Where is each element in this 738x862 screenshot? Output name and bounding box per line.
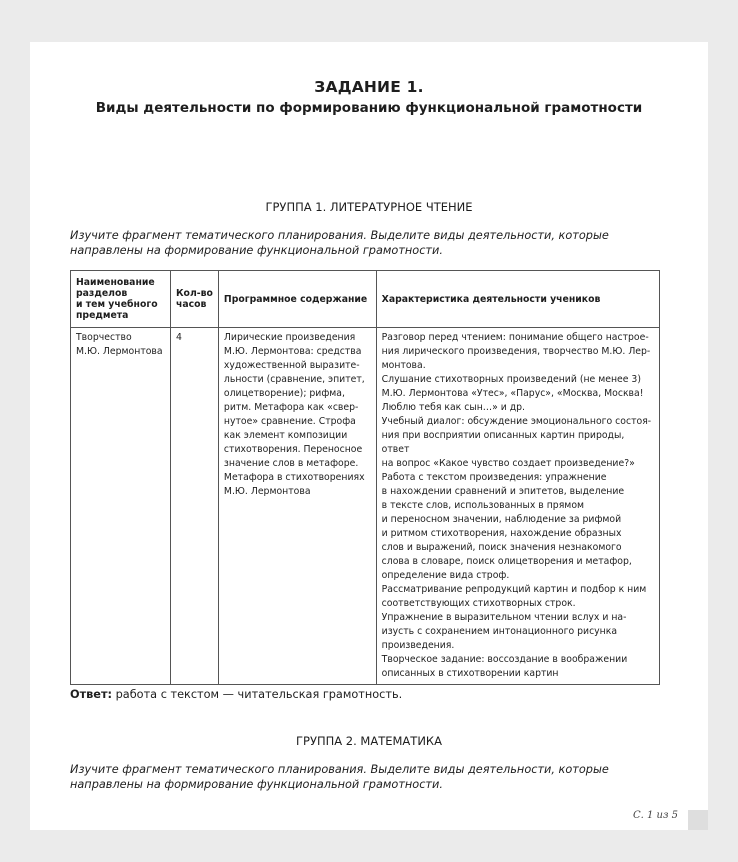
cell-topic: Творчество М.Ю. Лермонтова bbox=[71, 328, 171, 685]
task-title: ЗАДАНИЕ 1. bbox=[314, 78, 424, 96]
page-corner-fold bbox=[688, 810, 708, 830]
task-subtitle: Виды деятельности по формированию функциональной грамотности bbox=[95, 100, 643, 116]
table-row bbox=[71, 328, 660, 685]
page-number: С. 1 из 5 bbox=[633, 810, 678, 821]
table-header-row bbox=[71, 271, 660, 328]
document-page bbox=[30, 42, 708, 830]
group2-instruction: Изучите фрагмент тематического планирования. Выделите виды деятельности, которые направлены на формирование функциональной грамотности. bbox=[70, 763, 609, 791]
group1-title: ГРУППА 1. ЛИТЕРАТУРНОЕ ЧТЕНИЕ bbox=[265, 200, 473, 214]
group2-title: ГРУППА 2. МАТЕМАТИКА bbox=[296, 734, 442, 748]
header-activity: Характеристика деятельности учеников bbox=[376, 271, 659, 328]
group1-instruction: Изучите фрагмент тематического планирования. Выделите виды деятельности, которые направлены на формирование функциональной грамотности. bbox=[70, 229, 609, 257]
planning-table bbox=[70, 270, 660, 685]
answer-label: Ответ: bbox=[70, 688, 113, 701]
cell-activity: Разговор перед чтением: понимание общего настрое- ния лирического произведения, творчество М.Ю. Лер- монтова. Слушание стихотворных произведений (не менее 3) М.Ю. Лермонтова «Утес», «Парус», «Москва, Москва! Люблю тебя как сын…» и др. Учебный диалог: обсуждение эмоционального состоя- ния при восприятии описанных картин природы, ответ на вопрос «Какое чувство создает произведение?» Работа с текстом произведения: упражнение в нахождении сравнений и эпитетов, выделение в тексте слов, использованных в прямом и переносном значении, наблюдение за рифмой и ритмом стихотворения, нахождение образных слов и выражений, поиск значения незнакомого слова в словаре, поиск олицетворения и метафор, определение вида строф. Рассматривание репродукций картин и подбор к ним соответствующих стихотворных строк. Упражнение в выразительном чтении вслух и на- изусть с сохранением интонационного рисунка произведения. Творческое задание: воссоздание в воображении описанных в стихотворении картин bbox=[376, 328, 659, 685]
answer-text: работа с текстом — читательская грамотность. bbox=[115, 688, 403, 701]
answer-line bbox=[70, 688, 402, 701]
cell-hours: 4 bbox=[170, 328, 218, 685]
header-topic: Наименование разделов и тем учебного предмета bbox=[71, 271, 171, 328]
header-hours: Кол-во часов bbox=[170, 271, 218, 328]
cell-content: Лирические произведения М.Ю. Лермонтова: средства художественной выразите- льности (сравнение, эпитет, олицетворение); рифма, ритм. Метафора как «свер- нутое» сравнение. Строфа как элемент композиции стихотворения. Переносное значение слов в метафоре. Метафора в стихотворениях М.Ю. Лермонтова bbox=[218, 328, 376, 685]
header-content: Программное содержание bbox=[218, 271, 376, 328]
